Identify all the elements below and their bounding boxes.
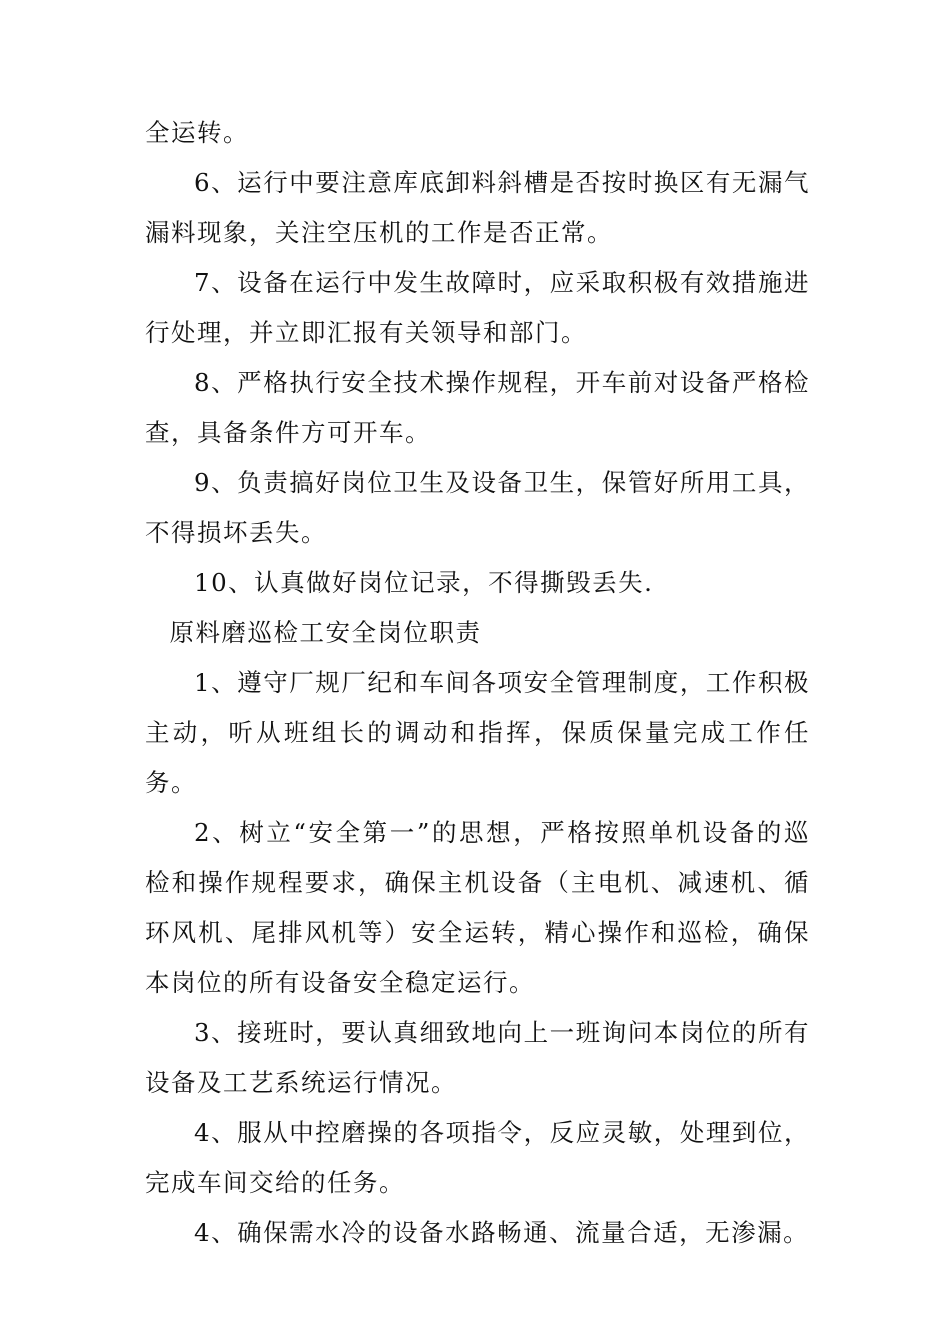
paragraph-item-8: 8、严格执行安全技术操作规程，开车前对设备严格检查，具备条件方可开车。 bbox=[145, 368, 810, 447]
paragraph-item-1: 1、遵守厂规厂纪和车间各项安全管理制度，工作积极主动，听从班组长的调动和指挥，保质保量完成工作任务。 bbox=[145, 668, 810, 797]
paragraph-item-6: 6、运行中要注意库底卸料斜槽是否按时换区有无漏气漏料现象，关注空压机的工作是否正常。 bbox=[145, 168, 810, 247]
section-heading: 原料磨巡检工安全岗位职责 bbox=[169, 618, 482, 647]
document-body bbox=[145, 108, 810, 1258]
paragraph-item-7: 7、设备在运行中发生故障时，应采取积极有效措施进行处理，并立即汇报有关领导和部门。 bbox=[145, 268, 810, 347]
paragraph-item-9: 9、负责搞好岗位卫生及设备卫生，保管好所用工具，不得损坏丢失。 bbox=[145, 468, 810, 547]
paragraph-item-4b: 4、确保需水冷的设备水路畅通、流量合适，无渗漏。 bbox=[194, 1218, 810, 1247]
paragraph-item-10: 10、认真做好岗位记录，不得撕毁丢失. bbox=[194, 568, 654, 597]
paragraph-continuation: 全运转。 bbox=[145, 118, 249, 147]
paragraph-item-2: 2、树立“安全第一”的思想，严格按照单机设备的巡检和操作规程要求，确保主机设备（主电机、减速机、循环风机、尾排风机等）安全运转，精心操作和巡检，确保本岗位的所有设备安全稳定运行。 bbox=[145, 818, 810, 997]
paragraph-item-3: 3、接班时，要认真细致地向上一班询问本岗位的所有设备及工艺系统运行情况。 bbox=[145, 1018, 810, 1097]
paragraph-item-4a: 4、服从中控磨操的各项指令，反应灵敏，处理到位，完成车间交给的任务。 bbox=[145, 1118, 810, 1197]
